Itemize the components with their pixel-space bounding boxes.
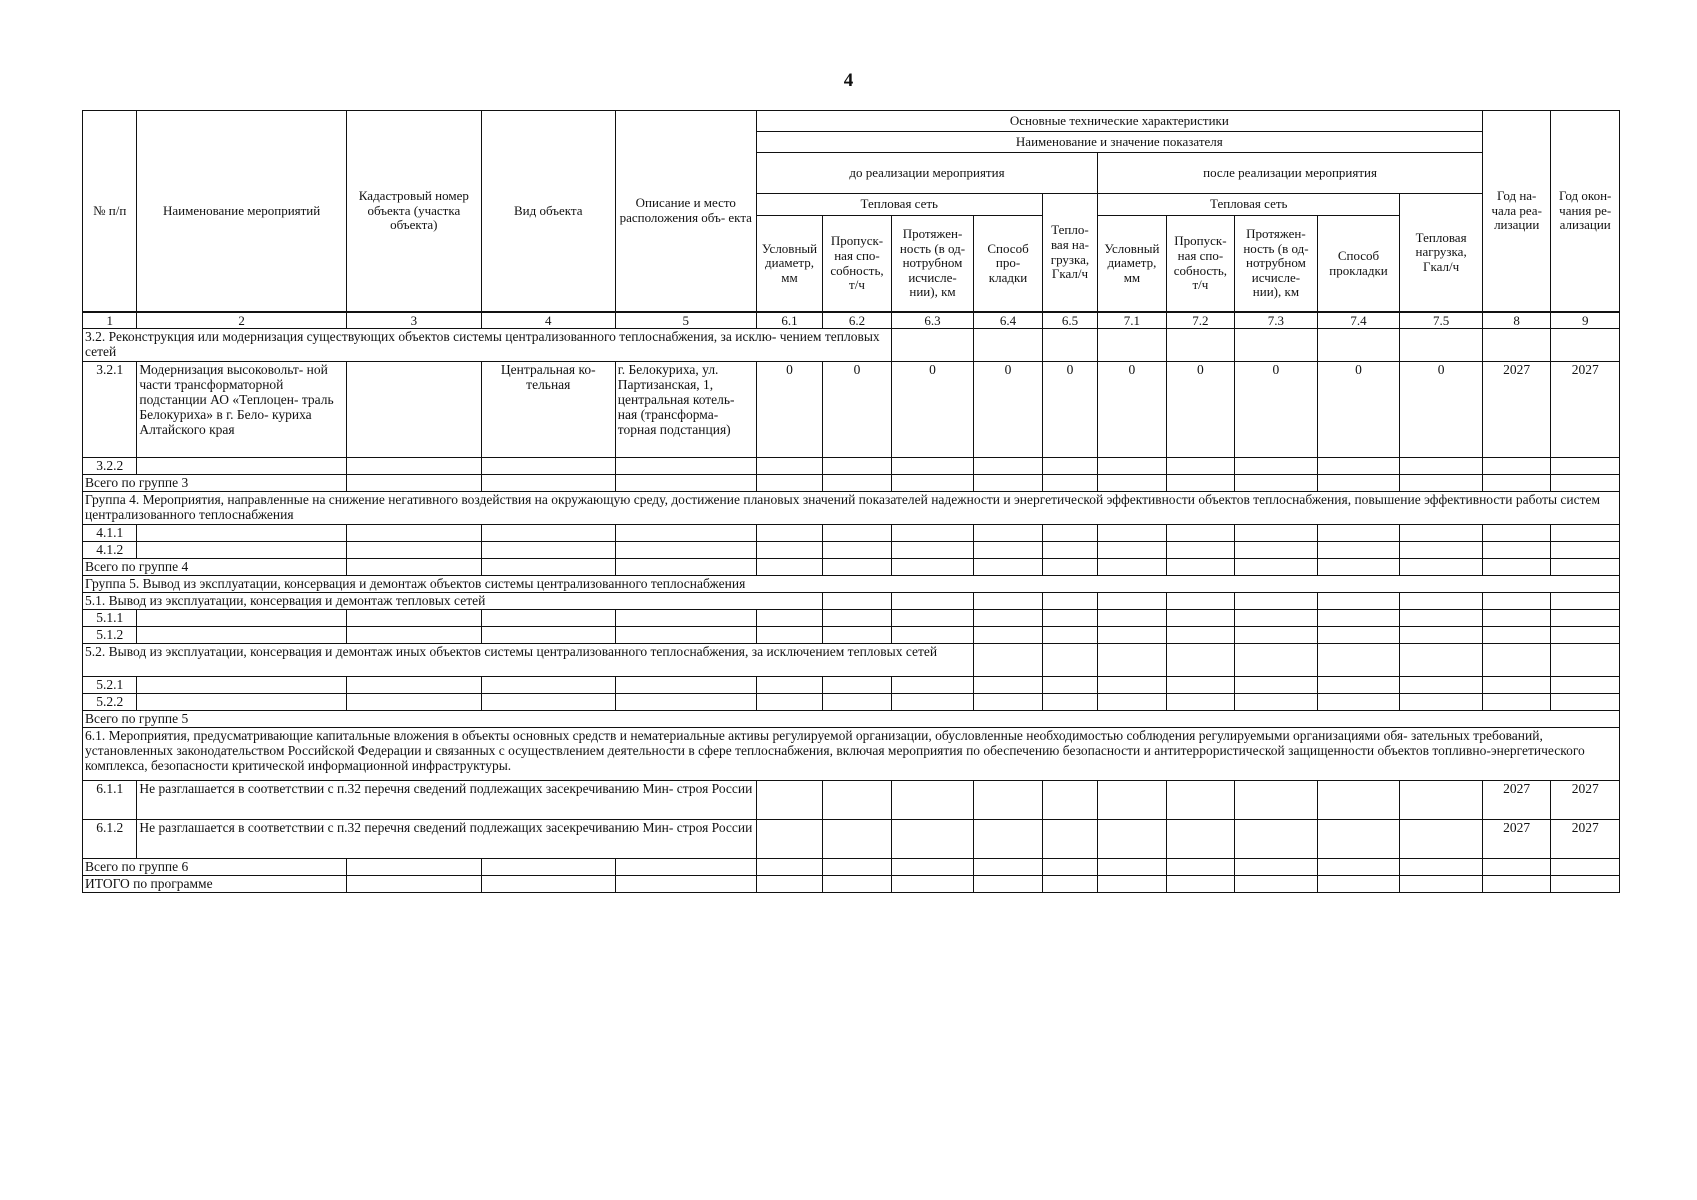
section-5-1: 5.1. Вывод из эксплуатации, консервация и демонтаж тепловых сетей (83, 593, 823, 610)
object-description: г. Белокуриха, ул. Партизанская, 1, центральная котель- ная (трансформа- торная подстанция) (615, 362, 756, 458)
header-name: Наименование мероприятий (137, 111, 346, 313)
total-program: ИТОГО по программе (83, 876, 347, 893)
value-cell: 0 (823, 362, 891, 458)
page-number: 4 (843, 70, 854, 91)
total-group-5: Всего по группе 5 (83, 711, 1620, 728)
measure-name: Модернизация высоковольт- ной части трансформаторной подстанции АО «Теплоцен- траль Белокуриха» в г. Бело- куриха Алтайского края (137, 362, 346, 458)
measure-name: Не разглашается в соответствии с п.32 перечня сведений подлежащих засекречиванию Мин- строя России (137, 820, 756, 859)
header-cadastral: Кадастровый номер объекта (участка объекта) (346, 111, 481, 313)
total-group-4: Всего по группе 4 (83, 559, 347, 576)
col-number: 2 (137, 312, 346, 329)
row-number: 6.1.2 (83, 820, 137, 859)
measure-name: Не разглашается в соответствии с п.32 перечня сведений подлежащих засекречиванию Мин- строя России (137, 781, 756, 820)
total-group-3: Всего по группе 3 (83, 475, 347, 492)
col-number: 7.3 (1235, 312, 1318, 329)
col-number: 6.3 (891, 312, 974, 329)
header-length-before: Протяжен- ность (в од- нотрубном исчисле- нии), км (891, 216, 974, 313)
total-row (83, 859, 1620, 876)
col-number: 6.1 (756, 312, 822, 329)
value-cell: 0 (1042, 362, 1097, 458)
header-after: после реализации мероприятия (1098, 153, 1483, 194)
row-number: 4.1.2 (83, 542, 137, 559)
object-type: Центральная ко- тельная (481, 362, 615, 458)
col-number: 5 (615, 312, 756, 329)
table-row (83, 610, 1620, 627)
header-heat-network-before: Тепловая сеть (756, 194, 1042, 216)
table-row (83, 362, 1620, 458)
table-row (83, 694, 1620, 711)
year-end-cell: 2027 (1551, 820, 1620, 859)
section-6-1: 6.1. Мероприятия, предусматривающие капитальные вложения в объекты основных средств и нематериальные активы регулируемой организации, обусловленные необходимостью соблюдения регулируемыми организациями обя- зательных требований, установленных законодательством Российской Федерации и связанных с осуществлением деятельности в сфере теплоснабжения, включая мероприятия по обеспечению безопасности и антитеррористической защищенности объектов топливно-энергетического комплекса, безопасности критической информационной инфраструктуры. (83, 728, 1620, 781)
header-heat-network-after: Тепловая сеть (1098, 194, 1400, 216)
section-3-2: 3.2. Реконструкция или модернизация существующих объектов системы централизованного теплоснабжения, за исклю- чением тепловых сетей (83, 329, 892, 362)
section-5-2: 5.2. Вывод из эксплуатации, консервация и демонтаж иных объектов системы централизованного теплоснабжения, за исключением тепловых сетей (83, 644, 974, 677)
col-number: 9 (1551, 312, 1620, 329)
year-end-cell: 2027 (1551, 781, 1620, 820)
total-row (83, 559, 1620, 576)
col-number: 1 (83, 312, 137, 329)
table-row (83, 542, 1620, 559)
table-row (83, 627, 1620, 644)
total-row (83, 876, 1620, 893)
col-number: 7.5 (1400, 312, 1483, 329)
value-cell: 0 (1317, 362, 1400, 458)
year-start-cell: 2027 (1482, 362, 1550, 458)
total-row (83, 711, 1620, 728)
header-heat-load-after: Тепловая нагрузка, Гкал/ч (1400, 194, 1483, 313)
table-row (83, 781, 1620, 820)
value-cell: 0 (1166, 362, 1234, 458)
header-desc: Описание и место расположения объ- екта (615, 111, 756, 313)
value-cell: 0 (756, 362, 822, 458)
header-indicator: Наименование и значение показателя (756, 132, 1482, 153)
header-heat-load-before: Тепло- вая на- грузка, Гкал/ч (1042, 194, 1097, 313)
table-row (83, 458, 1620, 475)
table-row (83, 525, 1620, 542)
header-laying-after: Способ прокладки (1317, 216, 1400, 313)
value-cell: 0 (1400, 362, 1483, 458)
header-num: № п/п (83, 111, 137, 313)
header-length-after: Протяжен- ность (в од- нотрубном исчисле- нии), км (1235, 216, 1318, 313)
value-cell: 0 (891, 362, 974, 458)
row-number: 3.2.1 (83, 362, 137, 458)
header-capacity-after: Пропуск- ная спо- собность, т/ч (1166, 216, 1234, 313)
year-start-cell: 2027 (1482, 820, 1550, 859)
total-row (83, 475, 1620, 492)
col-number: 7.4 (1317, 312, 1400, 329)
col-number: 6.4 (974, 312, 1042, 329)
row-number: 5.1.1 (83, 610, 137, 627)
header-year-start: Год на- чала реа- лизации (1482, 111, 1550, 313)
header-laying-before: Способ про- кладки (974, 216, 1042, 313)
header-diameter-before: Условный диаметр, мм (756, 216, 822, 313)
year-start-cell: 2027 (1482, 781, 1550, 820)
header-type: Вид объекта (481, 111, 615, 313)
total-group-6: Всего по группе 6 (83, 859, 347, 876)
header-year-end: Год окон- чания ре- ализации (1551, 111, 1620, 313)
value-cell: 0 (1235, 362, 1318, 458)
value-cell: 0 (1098, 362, 1166, 458)
header-diameter-after: Условный диаметр, мм (1098, 216, 1166, 313)
year-end-cell: 2027 (1551, 362, 1620, 458)
col-number: 6.5 (1042, 312, 1097, 329)
header-before: до реализации мероприятия (756, 153, 1097, 194)
col-number: 4 (481, 312, 615, 329)
row-number: 3.2.2 (83, 458, 137, 475)
program-table (82, 110, 1620, 893)
header-capacity-before: Пропуск- ная спо- собность, т/ч (823, 216, 891, 313)
row-number: 4.1.1 (83, 525, 137, 542)
col-number: 7.1 (1098, 312, 1166, 329)
row-number: 5.2.2 (83, 694, 137, 711)
row-number: 5.2.1 (83, 677, 137, 694)
group-4-heading: Группа 4. Мероприятия, направленные на снижение негативного воздействия на окружающую среду, достижение плановых значений показателей надежности и энергетической эффективности объектов теплоснабжения, повышение эффективности работы систем централизованного теплоснабжения (83, 492, 1620, 525)
col-number: 7.2 (1166, 312, 1234, 329)
value-cell: 0 (974, 362, 1042, 458)
table-row (83, 820, 1620, 859)
col-number: 3 (346, 312, 481, 329)
col-number: 6.2 (823, 312, 891, 329)
col-number: 8 (1482, 312, 1550, 329)
row-number: 6.1.1 (83, 781, 137, 820)
row-number: 5.1.2 (83, 627, 137, 644)
header-main-chars: Основные технические характеристики (756, 111, 1482, 132)
table-row (83, 677, 1620, 694)
group-5-heading: Группа 5. Вывод из эксплуатации, консервация и демонтаж объектов системы централизованного теплоснабжения (83, 576, 1620, 593)
